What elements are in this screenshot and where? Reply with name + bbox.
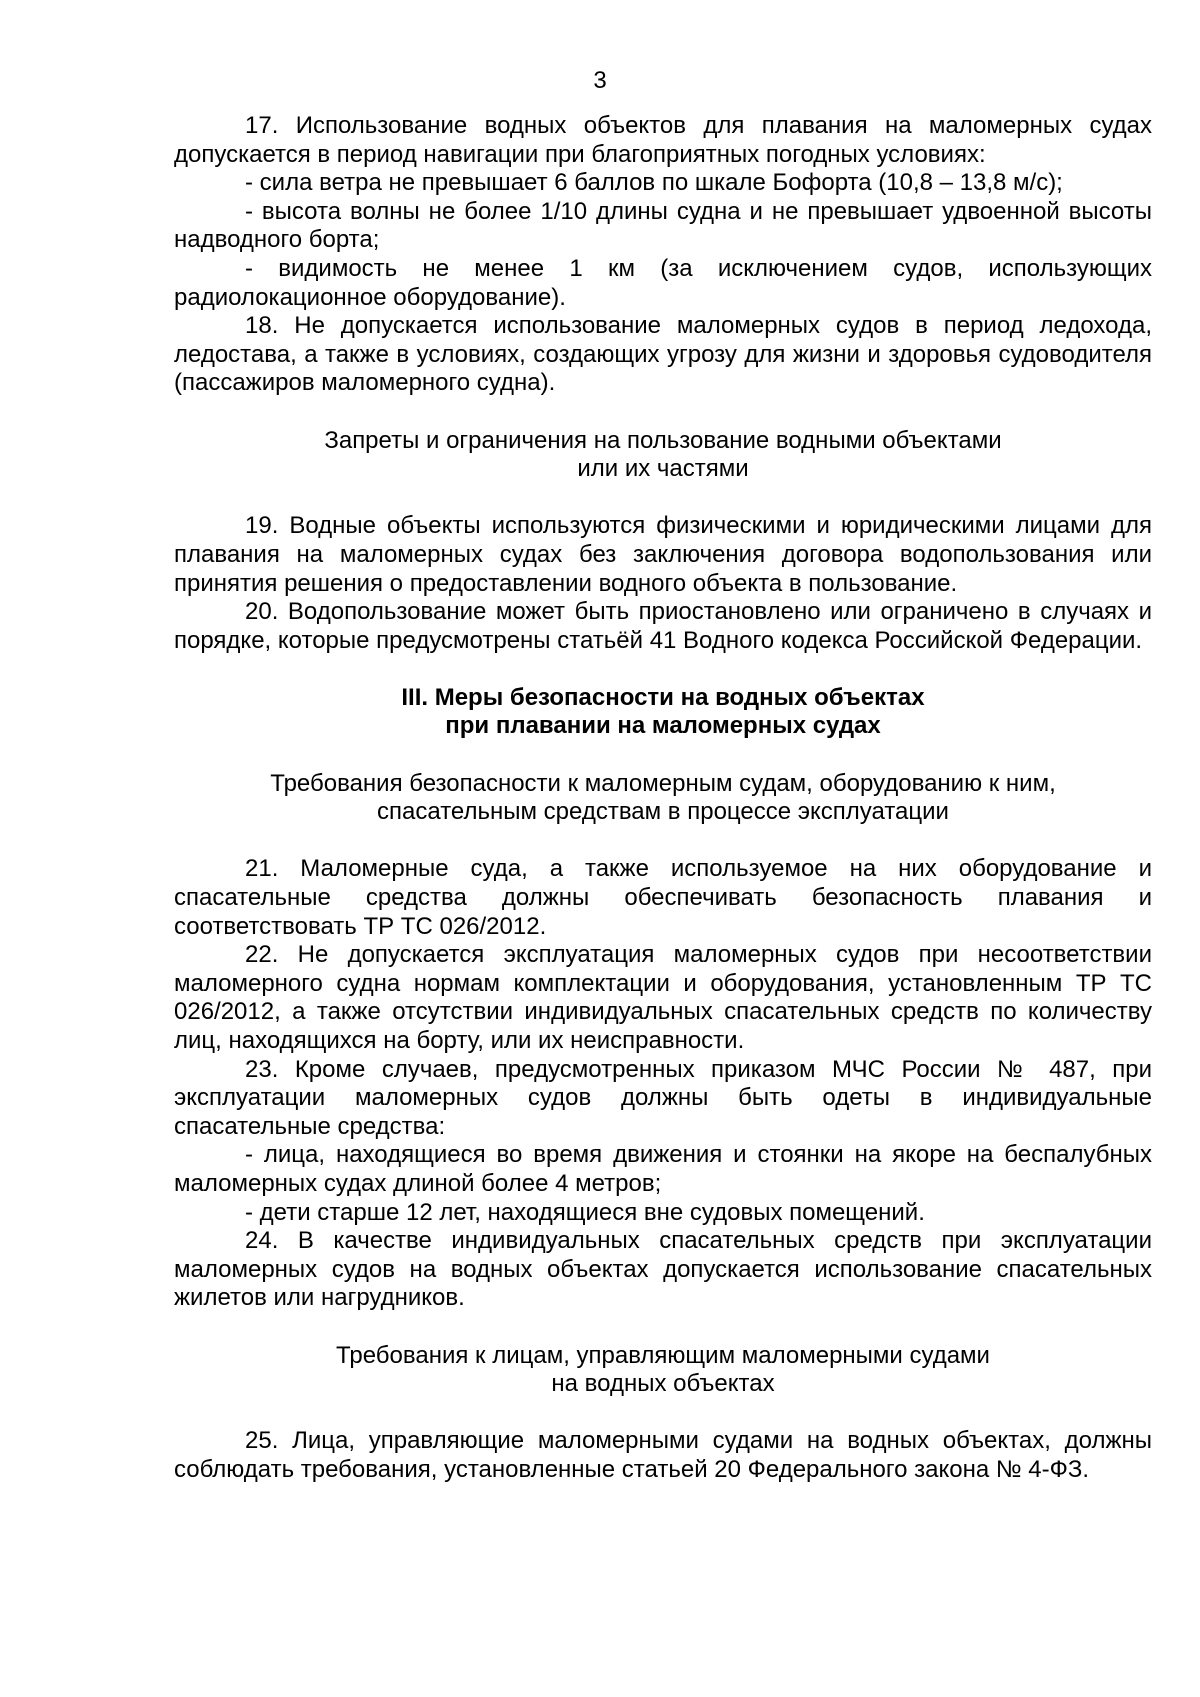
- section-heading: [174, 684, 1152, 741]
- paragraph: 21. Маломерные суда, а также используемое на них оборудование и спасательные средства должны обеспечивать безопасность плавания и соответствовать ТР ТС 026/2012.: [174, 855, 1152, 940]
- paragraph: - сила ветра не превышает 6 баллов по шкале Бофорта (10,8 – 13,8 м/с);: [245, 169, 1063, 197]
- subsection-heading: [174, 770, 1152, 827]
- spacer: [174, 398, 1152, 427]
- spacer: [174, 1399, 1152, 1428]
- heading-line: Требования к лицам, управляющим маломерными судами: [336, 1341, 990, 1369]
- heading-line: или их частями: [577, 455, 749, 483]
- spacer: [174, 484, 1152, 513]
- paragraph: - лица, находящиеся во время движения и стоянки на якоре на беспалубных маломерных судах длиной более 4 метров;: [174, 1141, 1152, 1197]
- page-number: 3: [593, 67, 607, 94]
- paragraph: 20. Водопользование может быть приостановлено или ограничено в случаях и порядке, которые предусмотрены статьёй 41 Водного кодекса Российской Федерации.: [174, 598, 1152, 654]
- paragraph: - видимость не менее 1 км (за исключением судов, использующих радиолокационное оборудование).: [174, 254, 1152, 311]
- document-body: [174, 112, 1152, 1485]
- heading-line: на водных объектах: [551, 1370, 775, 1398]
- heading-line: Запреты и ограничения на пользование водными объектами: [324, 426, 1002, 454]
- heading-line: III. Меры безопасности на водных объектах: [401, 683, 925, 711]
- heading-line: спасательным средствам в процессе эксплуатации: [377, 798, 949, 826]
- heading-line: при плавании на маломерных судах: [445, 712, 881, 740]
- spacer: [174, 827, 1152, 856]
- paragraph: 23. Кроме случаев, предусмотренных приказом МЧС России № 487, при эксплуатации маломерных судов должны быть одеты в индивидуальные спасательные средства:: [174, 1055, 1152, 1140]
- subsection-heading: [174, 427, 1152, 484]
- paragraph: 24. В качестве индивидуальных спасательных средств при эксплуатации маломерных судов на водных объектах допускается использование спасательных жилетов или нагрудников.: [174, 1227, 1152, 1312]
- subsection-heading: [174, 1342, 1152, 1399]
- paragraph: 18. Не допускается использование маломерных судов в период ледохода, ледостава, а также в условиях, создающих угрозу для жизни и здоровья судоводителя (пассажиров маломерного судна).: [174, 312, 1152, 397]
- paragraph: 22. Не допускается эксплуатация маломерных судов при несоответствии маломерного судна нормам комплектации и оборудования, установленным ТР ТС 026/2012, а также отсутствии индивидуальных спасательных средств по количеству лиц, находящихся на борту, или их неисправности.: [174, 941, 1152, 1054]
- paragraph: 19. Водные объекты используются физическими и юридическими лицами для плавания на маломерных судах без заключения договора водопользования или принятия решения о предоставлении водного объекта в пользование.: [174, 512, 1152, 597]
- heading-line: Требования безопасности к маломерным судам, оборудованию к ним,: [270, 769, 1056, 797]
- spacer: [174, 1313, 1152, 1342]
- paragraph: 17. Использование водных объектов для плавания на маломерных судах допускается в период навигации при благоприятных погодных условиях:: [174, 112, 1152, 168]
- paragraph: 25. Лица, управляющие маломерными судами на водных объектах, должны соблюдать требования, установленные статьей 20 Федерального закона № 4-ФЗ.: [174, 1427, 1152, 1483]
- paragraph: - высота волны не более 1/10 длины судна и не превышает удвоенной высоты надводного борта;: [174, 197, 1152, 254]
- spacer: [174, 741, 1152, 770]
- spacer: [174, 655, 1152, 684]
- paragraph: - дети старше 12 лет, находящиеся вне судовых помещений.: [245, 1198, 925, 1226]
